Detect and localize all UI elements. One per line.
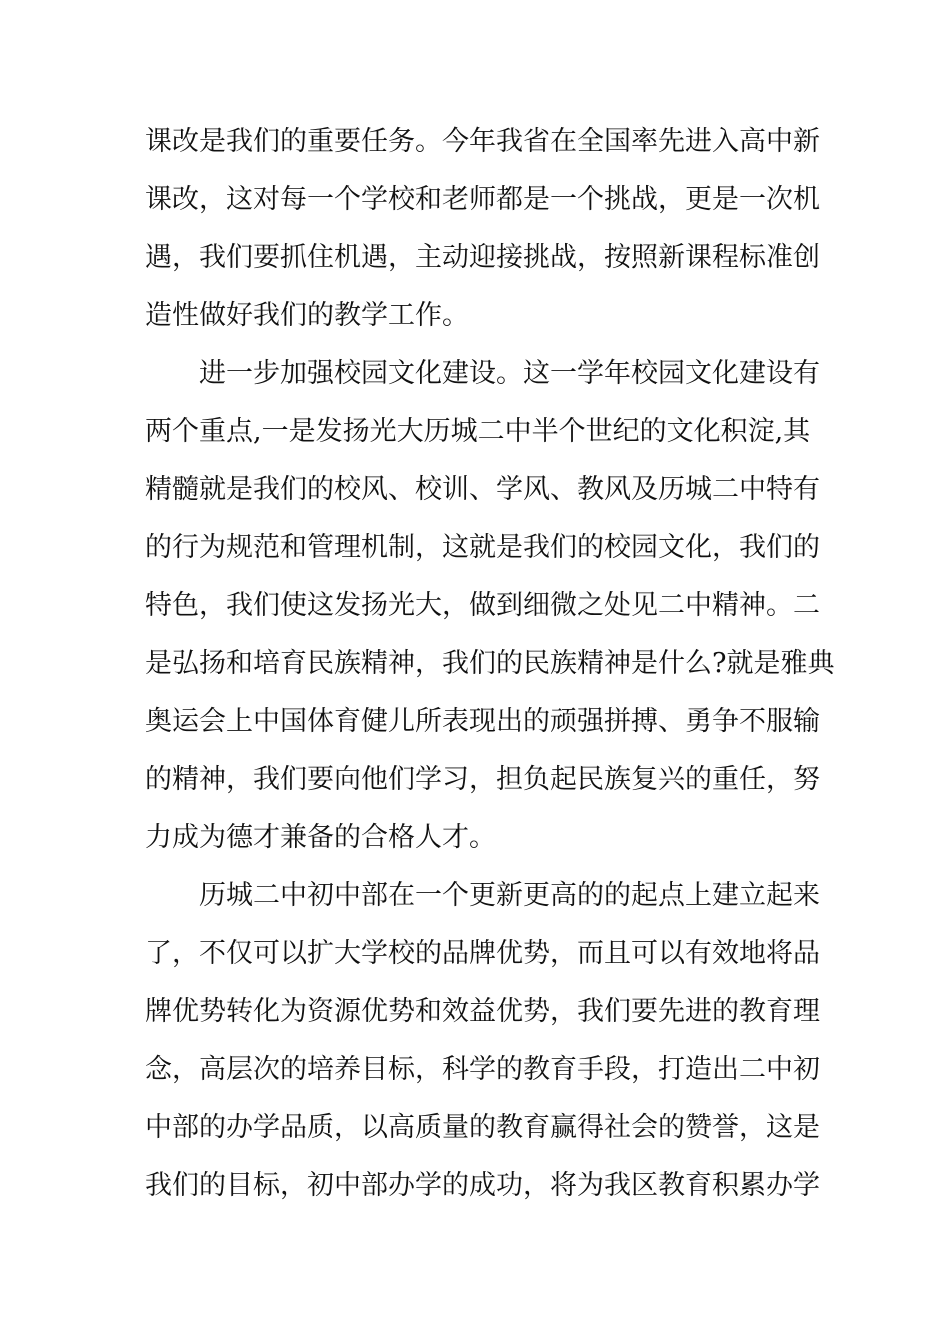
text-line: 了，不仅可以扩大学校的品牌优势，而且可以有效地将品 [145,938,820,969]
text-line: 是弘扬和培育民族精神，我们的民族精神是什么?就是雅典 [145,648,835,679]
text-line: 两个重点,一是发扬光大历城二中半个世纪的文化积淀,其 [145,416,811,447]
text-line: 的精神，我们要向他们学习，担负起民族复兴的重任，努 [145,764,820,795]
text-line: 精髓就是我们的校风、校训、学风、教风及历城二中特有 [145,474,820,505]
text-line: 的行为规范和管理机制，这就是我们的校园文化，我们的 [145,532,820,563]
paragraph-first-line: 历城二中初中部在一个更新更高的的起点上建立起来 [199,880,820,911]
text-line: 牌优势转化为资源优势和效益优势，我们要先进的教育理 [145,996,820,1027]
text-line: 奥运会上中国体育健儿所表现出的顽强拼搏、勇争不服输 [145,706,820,737]
text-line: 我们的目标，初中部办学的成功，将为我区教育积累办学 [145,1170,820,1201]
text-line: 力成为德才兼备的合格人才。 [145,822,496,853]
paragraph-first-line: 进一步加强校园文化建设。这一学年校园文化建设有 [199,358,820,389]
text-line: 中部的办学品质，以高质量的教育赢得社会的赞誉，这是 [145,1112,820,1143]
text-line: 课改是我们的重要任务。今年我省在全国率先进入高中新 [145,126,820,157]
text-line: 遇，我们要抓住机遇，主动迎接挑战，按照新课程标准创 [145,242,820,273]
text-line: 念，高层次的培养目标，科学的教育手段，打造出二中初 [145,1054,820,1085]
text-line: 课改，这对每一个学校和老师都是一个挑战，更是一次机 [145,184,820,215]
text-line: 特色，我们使这发扬光大，做到细微之处见二中精神。二 [145,590,820,621]
text-line: 造性做好我们的教学工作。 [145,300,469,331]
